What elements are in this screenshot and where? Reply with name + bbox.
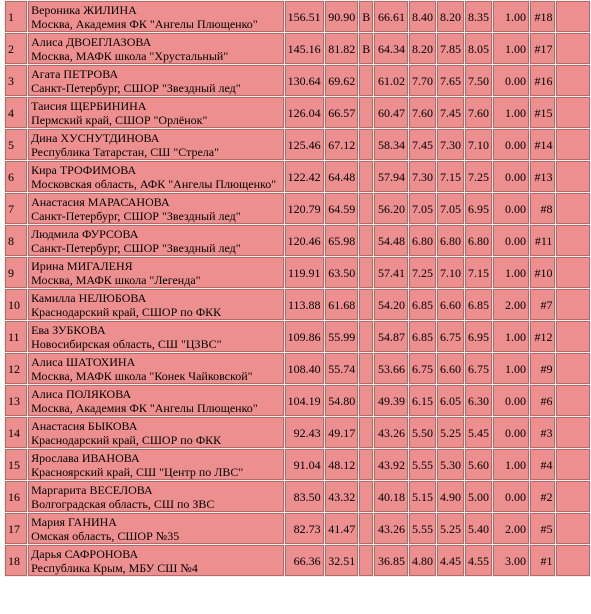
blank-cell	[556, 1, 590, 32]
skater-cell	[28, 65, 283, 96]
component-1-cell: 5.55	[409, 449, 436, 480]
component-score-cell: 58.34	[374, 129, 408, 160]
component-3-cell: 5.60	[465, 449, 492, 480]
component-score-cell: 49.39	[374, 385, 408, 416]
skater-cell	[28, 449, 283, 480]
table-row	[5, 481, 590, 512]
table-row	[5, 513, 590, 544]
skater-club: Санкт-Петербург, СШОР "Звездный лед"	[31, 208, 241, 223]
element-score-cell: 55.74	[325, 353, 359, 384]
component-1-cell: 8.40	[409, 1, 436, 32]
table-row	[5, 545, 590, 576]
blank-cell	[556, 225, 590, 256]
table-row	[5, 97, 590, 128]
start-number-cell: #17	[530, 33, 555, 64]
component-score-cell: 56.20	[374, 193, 408, 224]
deduction-cell: 0.00	[493, 129, 529, 160]
results-table	[4, 0, 591, 577]
start-number-cell: #5	[530, 513, 555, 544]
component-3-cell: 6.75	[465, 353, 492, 384]
start-number-cell: #2	[530, 481, 555, 512]
skater-club: Москва, Академия ФК "Ангелы Плющенко"	[31, 400, 258, 415]
skater-cell	[28, 193, 283, 224]
element-score-cell: 49.17	[325, 417, 359, 448]
skater-cell	[28, 385, 283, 416]
table-row	[5, 449, 590, 480]
skater-name: Анастасия МАРАСАНОВА	[31, 194, 170, 209]
skater-club: Москва, МАФК школа "Легенда"	[31, 272, 201, 287]
blank-cell	[556, 417, 590, 448]
flag-cell	[359, 353, 373, 384]
component-2-cell: 6.05	[437, 385, 464, 416]
component-2-cell: 5.25	[437, 513, 464, 544]
start-number-cell: #1	[530, 545, 555, 576]
skater-club: Волгоградская область, СШ по ЗВС	[31, 496, 215, 511]
flag-cell	[359, 449, 373, 480]
table-row	[5, 417, 590, 448]
place-cell: 15	[5, 449, 27, 480]
total-score-cell: 122.42	[285, 161, 324, 192]
total-score-cell: 66.36	[285, 545, 324, 576]
component-score-cell: 40.18	[374, 481, 408, 512]
deduction-cell: 1.00	[493, 353, 529, 384]
total-score-cell: 113.88	[285, 289, 324, 320]
start-number-cell: #6	[530, 385, 555, 416]
start-number-cell: #8	[530, 193, 555, 224]
skater-name: Алиса ДВОЕГЛАЗОВА	[31, 34, 152, 49]
component-3-cell: 7.15	[465, 257, 492, 288]
flag-cell	[359, 545, 373, 576]
skater-name: Алиса ШАТОХИНА	[31, 354, 136, 369]
component-score-cell: 43.26	[374, 513, 408, 544]
deduction-cell: 0.00	[493, 481, 529, 512]
skater-name: Людмила ФУРСОВА	[31, 226, 139, 241]
element-score-cell: 43.32	[325, 481, 359, 512]
start-number-cell: #13	[530, 161, 555, 192]
total-score-cell: 91.04	[285, 449, 324, 480]
flag-cell	[359, 193, 373, 224]
component-2-cell: 7.05	[437, 193, 464, 224]
skater-club: Республика Татарстан, СШ "Стрела"	[31, 144, 220, 159]
total-score-cell: 82.73	[285, 513, 324, 544]
start-number-cell: #12	[530, 321, 555, 352]
blank-cell	[556, 513, 590, 544]
skater-club: Санкт-Петербург, СШОР "Звездный лед"	[31, 240, 241, 255]
total-score-cell: 156.51	[285, 1, 324, 32]
skater-club: Краснодарский край, СШОР по ФКК	[31, 432, 222, 447]
total-score-cell: 83.50	[285, 481, 324, 512]
skater-club: Московская область, АФК "Ангелы Плющенко"	[31, 176, 277, 191]
element-score-cell: 64.59	[325, 193, 359, 224]
element-score-cell: 65.98	[325, 225, 359, 256]
component-2-cell: 6.80	[437, 225, 464, 256]
blank-cell	[556, 129, 590, 160]
blank-cell	[556, 385, 590, 416]
blank-cell	[556, 545, 590, 576]
skater-club: Москва, МАФК школа "Хрустальный"	[31, 48, 229, 63]
blank-cell	[556, 481, 590, 512]
place-cell: 3	[5, 65, 27, 96]
table-row	[5, 353, 590, 384]
component-1-cell: 7.25	[409, 257, 436, 288]
skater-name: Кира ТРОФИМОВА	[31, 162, 137, 177]
element-score-cell: 55.99	[325, 321, 359, 352]
skater-name: Маргарита ВЕСЕЛОВА	[31, 482, 153, 497]
component-score-cell: 54.87	[374, 321, 408, 352]
flag-cell	[359, 417, 373, 448]
blank-cell	[556, 449, 590, 480]
element-score-cell: 54.80	[325, 385, 359, 416]
component-3-cell: 6.85	[465, 289, 492, 320]
element-score-cell: 90.90	[325, 1, 359, 32]
component-1-cell: 7.05	[409, 193, 436, 224]
table-row	[5, 257, 590, 288]
skater-cell	[28, 353, 283, 384]
element-score-cell: 48.12	[325, 449, 359, 480]
blank-cell	[556, 97, 590, 128]
component-3-cell: 4.55	[465, 545, 492, 576]
deduction-cell: 3.00	[493, 545, 529, 576]
deduction-cell: 1.00	[493, 321, 529, 352]
deduction-cell: 0.00	[493, 417, 529, 448]
total-score-cell: 125.46	[285, 129, 324, 160]
table-row	[5, 1, 590, 32]
table-row	[5, 65, 590, 96]
element-score-cell: 67.12	[325, 129, 359, 160]
component-1-cell: 7.45	[409, 129, 436, 160]
place-cell: 4	[5, 97, 27, 128]
component-score-cell: 61.02	[374, 65, 408, 96]
flag-cell	[359, 321, 373, 352]
component-score-cell: 43.26	[374, 417, 408, 448]
total-score-cell: 108.40	[285, 353, 324, 384]
place-cell: 16	[5, 481, 27, 512]
skater-cell	[28, 225, 283, 256]
element-score-cell: 41.47	[325, 513, 359, 544]
component-1-cell: 5.50	[409, 417, 436, 448]
start-number-cell: #9	[530, 353, 555, 384]
total-score-cell: 120.79	[285, 193, 324, 224]
component-2-cell: 5.25	[437, 417, 464, 448]
deduction-cell: 1.00	[493, 449, 529, 480]
skater-cell	[28, 1, 283, 32]
skater-name: Ирина МИГАЛЕНЯ	[31, 258, 133, 273]
component-1-cell: 4.80	[409, 545, 436, 576]
table-row	[5, 193, 590, 224]
start-number-cell: #11	[530, 225, 555, 256]
total-score-cell: 92.43	[285, 417, 324, 448]
place-cell: 14	[5, 417, 27, 448]
flag-cell	[359, 225, 373, 256]
total-score-cell: 104.19	[285, 385, 324, 416]
skater-name: Мария ГАНИНА	[31, 514, 117, 529]
flag-cell	[359, 513, 373, 544]
skater-name: Дарья САФРОНОВА	[31, 546, 139, 561]
skater-cell	[28, 481, 283, 512]
component-1-cell: 5.55	[409, 513, 436, 544]
skater-club: Новосибирская область, СШ "ЦЗВС"	[31, 336, 222, 351]
component-2-cell: 7.15	[437, 161, 464, 192]
skater-club: Пермский край, СШОР "Орлёнок"	[31, 112, 208, 127]
skater-cell	[28, 417, 283, 448]
place-cell: 10	[5, 289, 27, 320]
component-3-cell: 5.00	[465, 481, 492, 512]
component-1-cell: 5.15	[409, 481, 436, 512]
start-number-cell: #4	[530, 449, 555, 480]
skater-cell	[28, 513, 283, 544]
deduction-cell: 1.00	[493, 1, 529, 32]
flag-cell: B	[359, 1, 373, 32]
component-score-cell: 53.66	[374, 353, 408, 384]
component-2-cell: 6.60	[437, 353, 464, 384]
deduction-cell: 1.00	[493, 257, 529, 288]
flag-cell	[359, 161, 373, 192]
skater-club: Республика Крым, МБУ СШ №4	[31, 560, 198, 575]
flag-cell: B	[359, 33, 373, 64]
blank-cell	[556, 289, 590, 320]
deduction-cell: 0.00	[493, 225, 529, 256]
component-score-cell: 43.92	[374, 449, 408, 480]
total-score-cell: 126.04	[285, 97, 324, 128]
component-2-cell: 7.10	[437, 257, 464, 288]
skater-name: Камилла НЕЛЮБОВА	[31, 290, 147, 305]
blank-cell	[556, 65, 590, 96]
start-number-cell: #10	[530, 257, 555, 288]
place-cell: 11	[5, 321, 27, 352]
element-score-cell: 66.57	[325, 97, 359, 128]
component-1-cell: 6.80	[409, 225, 436, 256]
blank-cell	[556, 257, 590, 288]
component-3-cell: 7.60	[465, 97, 492, 128]
results-body	[5, 1, 590, 576]
start-number-cell: #18	[530, 1, 555, 32]
component-3-cell: 7.25	[465, 161, 492, 192]
skater-club: Санкт-Петербург, СШОР "Звездный лед"	[31, 80, 241, 95]
skater-cell	[28, 257, 283, 288]
deduction-cell: 2.00	[493, 513, 529, 544]
blank-cell	[556, 161, 590, 192]
table-row	[5, 385, 590, 416]
total-score-cell: 130.64	[285, 65, 324, 96]
skater-cell	[28, 545, 283, 576]
element-score-cell: 61.68	[325, 289, 359, 320]
total-score-cell: 109.86	[285, 321, 324, 352]
flag-cell	[359, 289, 373, 320]
skater-club: Москва, Академия ФК "Ангелы Плющенко"	[31, 16, 258, 31]
flag-cell	[359, 481, 373, 512]
skater-name: Ева ЗУБКОВА	[31, 322, 106, 337]
component-1-cell: 7.70	[409, 65, 436, 96]
deduction-cell: 0.00	[493, 193, 529, 224]
deduction-cell: 0.00	[493, 385, 529, 416]
skater-cell	[28, 289, 283, 320]
component-2-cell: 7.45	[437, 97, 464, 128]
component-2-cell: 4.45	[437, 545, 464, 576]
start-number-cell: #15	[530, 97, 555, 128]
component-score-cell: 66.61	[374, 1, 408, 32]
blank-cell	[556, 353, 590, 384]
component-score-cell: 57.94	[374, 161, 408, 192]
component-1-cell: 6.75	[409, 353, 436, 384]
component-3-cell: 6.80	[465, 225, 492, 256]
deduction-cell: 1.00	[493, 33, 529, 64]
deduction-cell: 0.00	[493, 161, 529, 192]
flag-cell	[359, 97, 373, 128]
skater-cell	[28, 161, 283, 192]
total-score-cell: 120.46	[285, 225, 324, 256]
total-score-cell: 145.16	[285, 33, 324, 64]
place-cell: 6	[5, 161, 27, 192]
start-number-cell: #3	[530, 417, 555, 448]
component-1-cell: 7.30	[409, 161, 436, 192]
skater-club: Москва, МАФК школа "Конек Чайковской"	[31, 368, 253, 383]
table-row	[5, 321, 590, 352]
component-2-cell: 7.65	[437, 65, 464, 96]
flag-cell	[359, 65, 373, 96]
component-score-cell: 36.85	[374, 545, 408, 576]
deduction-cell: 1.00	[493, 97, 529, 128]
component-2-cell: 4.90	[437, 481, 464, 512]
place-cell: 5	[5, 129, 27, 160]
skater-name: Дина ХУСНУТДИНОВА	[31, 130, 160, 145]
skater-name: Вероника ЖИЛИНА	[31, 2, 137, 17]
place-cell: 18	[5, 545, 27, 576]
component-3-cell: 8.35	[465, 1, 492, 32]
skater-club: Омская область, СШОР №35	[31, 528, 180, 543]
component-3-cell: 6.30	[465, 385, 492, 416]
element-score-cell: 63.50	[325, 257, 359, 288]
component-score-cell: 54.48	[374, 225, 408, 256]
component-3-cell: 7.50	[465, 65, 492, 96]
element-score-cell: 64.48	[325, 161, 359, 192]
component-3-cell: 7.10	[465, 129, 492, 160]
table-row	[5, 161, 590, 192]
place-cell: 13	[5, 385, 27, 416]
start-number-cell: #16	[530, 65, 555, 96]
blank-cell	[556, 193, 590, 224]
table-row	[5, 129, 590, 160]
table-row	[5, 289, 590, 320]
component-score-cell: 60.47	[374, 97, 408, 128]
skater-cell	[28, 97, 283, 128]
component-2-cell: 7.85	[437, 33, 464, 64]
skater-name: Таисия ЩЕРБИНИНА	[31, 98, 147, 113]
component-score-cell: 54.20	[374, 289, 408, 320]
skater-cell	[28, 129, 283, 160]
place-cell: 12	[5, 353, 27, 384]
component-2-cell: 7.30	[437, 129, 464, 160]
table-row	[5, 33, 590, 64]
component-2-cell: 6.75	[437, 321, 464, 352]
place-cell: 17	[5, 513, 27, 544]
component-3-cell: 8.05	[465, 33, 492, 64]
place-cell: 9	[5, 257, 27, 288]
component-score-cell: 64.34	[374, 33, 408, 64]
component-1-cell: 6.85	[409, 289, 436, 320]
place-cell: 7	[5, 193, 27, 224]
component-2-cell: 6.60	[437, 289, 464, 320]
component-1-cell: 7.60	[409, 97, 436, 128]
blank-cell	[556, 321, 590, 352]
blank-cell	[556, 33, 590, 64]
flag-cell	[359, 129, 373, 160]
flag-cell	[359, 257, 373, 288]
start-number-cell: #14	[530, 129, 555, 160]
component-2-cell: 8.20	[437, 1, 464, 32]
element-score-cell: 81.82	[325, 33, 359, 64]
component-score-cell: 57.41	[374, 257, 408, 288]
component-3-cell: 6.95	[465, 321, 492, 352]
component-1-cell: 6.15	[409, 385, 436, 416]
skater-name: Ярослава ИВАНОВА	[31, 450, 140, 465]
skater-name: Агата ПЕТРОВА	[31, 66, 119, 81]
skater-club: Краснодарский край, СШОР по ФКК	[31, 304, 222, 319]
component-1-cell: 8.20	[409, 33, 436, 64]
deduction-cell: 2.00	[493, 289, 529, 320]
place-cell: 2	[5, 33, 27, 64]
skater-name: Алиса ПОЛЯКОВА	[31, 386, 132, 401]
skater-name: Анастасия БЫКОВА	[31, 418, 138, 433]
place-cell: 8	[5, 225, 27, 256]
start-number-cell: #7	[530, 289, 555, 320]
skater-cell	[28, 33, 283, 64]
element-score-cell: 32.51	[325, 545, 359, 576]
component-3-cell: 5.40	[465, 513, 492, 544]
element-score-cell: 69.62	[325, 65, 359, 96]
table-row	[5, 225, 590, 256]
component-1-cell: 6.85	[409, 321, 436, 352]
place-cell: 1	[5, 1, 27, 32]
total-score-cell: 119.91	[285, 257, 324, 288]
component-2-cell: 5.30	[437, 449, 464, 480]
component-3-cell: 6.95	[465, 193, 492, 224]
deduction-cell: 0.00	[493, 65, 529, 96]
skater-club: Красноярский край, СШ "Центр по ЛВС"	[31, 464, 244, 479]
component-3-cell: 5.45	[465, 417, 492, 448]
skater-cell	[28, 321, 283, 352]
flag-cell	[359, 385, 373, 416]
